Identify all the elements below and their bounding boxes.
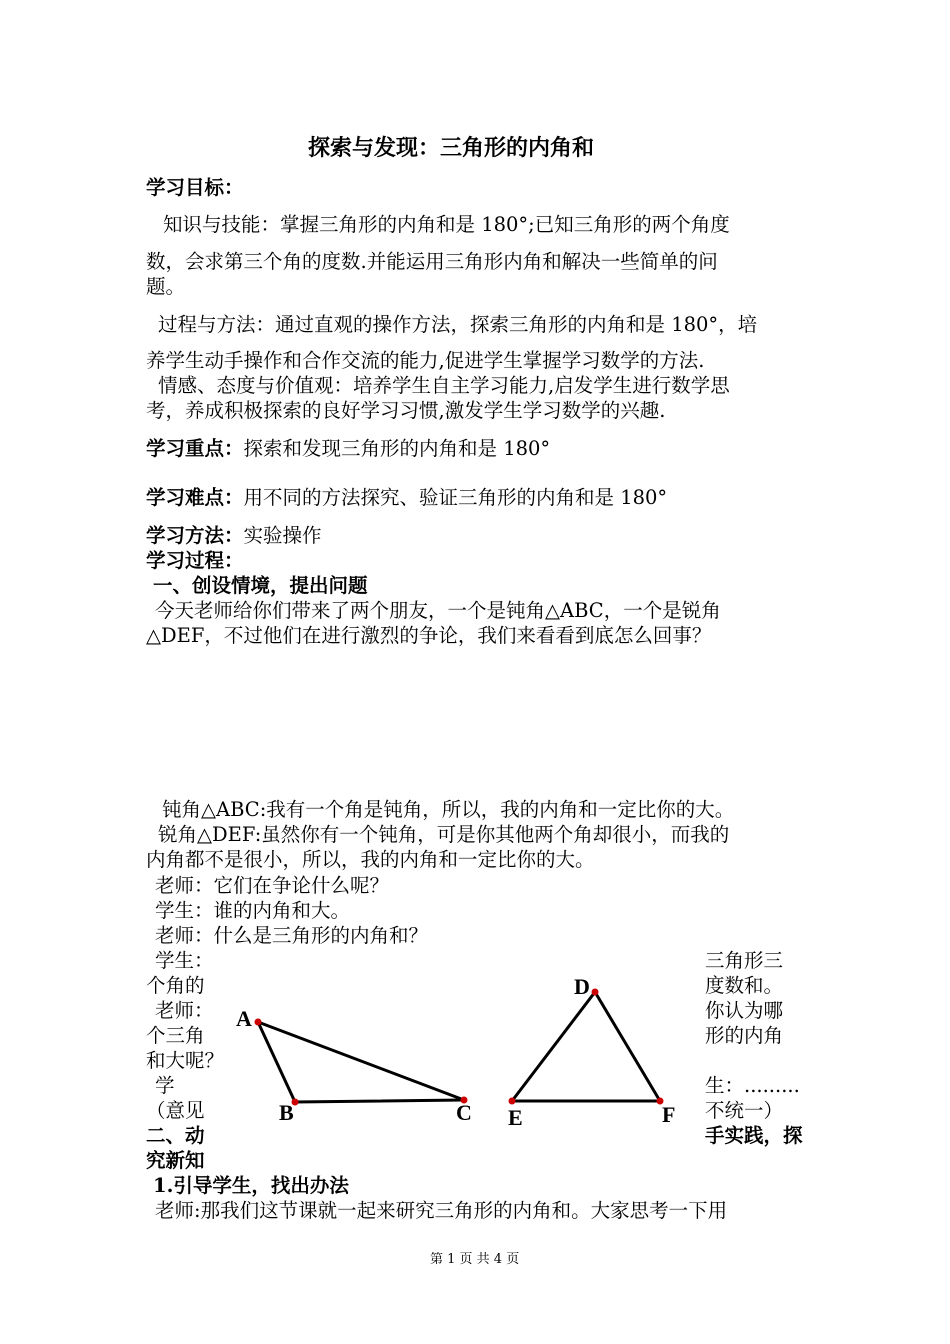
- page-title: 探索与发现：三角形的内角和: [308, 135, 595, 161]
- page-footer: 第 1 页 共 4 页: [430, 1252, 520, 1267]
- objectives-heading: 学习目标：: [146, 176, 244, 199]
- right-fragment: 你认为哪: [705, 999, 784, 1022]
- label-f: F: [662, 1102, 676, 1127]
- label-a: A: [236, 1006, 252, 1031]
- section2-heading-left: 二、动: [146, 1124, 205, 1147]
- label-e: E: [508, 1105, 523, 1130]
- right-fragment: 三角形三: [705, 949, 784, 972]
- objective-knowledge-line: 题。: [146, 275, 186, 298]
- right-fragment: 不统一）: [705, 1099, 784, 1122]
- left-fragment: 老师：: [155, 999, 214, 1022]
- left-fragment: 学: [155, 1074, 175, 1097]
- dialogue-line: 钝角△ABC:我有一个角是钝角，所以，我的内角和一定比你的大。: [162, 798, 735, 821]
- vertex-e: [509, 1098, 516, 1105]
- left-fragment: 个角的: [146, 974, 205, 997]
- last-line: 老师:那我们这节课就一起来研究三角形的内角和。大家思考一下用: [155, 1199, 728, 1222]
- dialogue-line: 学生：谁的内角和大。: [155, 899, 351, 922]
- method-text: 实验操作: [243, 524, 322, 547]
- section1-heading: 一、创设情境，提出问题: [153, 574, 368, 597]
- dialogue-line: 内角都不是很小，所以，我的内角和一定比你的大。: [146, 848, 595, 871]
- section1-text-line: 今天老师给你们带来了两个朋友，一个是钝角△ABC，一个是锐角: [155, 599, 721, 622]
- right-fragment: 度数和。: [705, 974, 784, 997]
- left-fragment: 和大呢？: [146, 1049, 225, 1072]
- objective-emotion-line: 情感、态度与价值观：培养学生自主学习能力,启发学生进行数学思: [158, 374, 730, 397]
- obtuse-triangle-abc: [236, 1006, 472, 1125]
- objective-knowledge-line: 数，会求第三个角的度数.并能运用三角形内角和解决一些简单的问: [146, 250, 718, 273]
- section1-text-line: △DEF，不过他们在进行激烈的争论，我们来看看到底怎么回事？: [146, 624, 712, 647]
- difficulty-text: 用不同的方法探究、验证三角形的内角和是 180°: [243, 486, 668, 509]
- objective-emotion-line: 考，养成积极探索的良好学习习惯,激发学生学习数学的兴趣.: [146, 399, 666, 422]
- section2-heading-right: 手实践，探: [705, 1124, 803, 1147]
- objective-process-line: 过程与方法：通过直观的操作方法，探索三角形的内角和是 180°，培: [158, 313, 758, 336]
- label-d: D: [574, 974, 590, 999]
- key-point-text: 探索和发现三角形的内角和是 180°: [243, 437, 551, 460]
- left-fragment: 学生：: [155, 949, 214, 972]
- key-point-label: 学习重点：: [146, 437, 244, 460]
- subsection1-heading: 1.引导学生，找出办法: [153, 1174, 349, 1197]
- method-label: 学习方法：: [146, 524, 244, 547]
- dialogue-line: 老师：什么是三角形的内角和？: [155, 924, 429, 947]
- vertex-d: [592, 989, 599, 996]
- left-fragment: （意见: [146, 1099, 205, 1122]
- objective-process-line: 养学生动手操作和合作交流的能力,促进学生掌握学习数学的方法.: [146, 349, 705, 372]
- dialogue-line: 锐角△DEF:虽然你有一个钝角，可是你其他两个角却很小，而我的: [158, 823, 730, 846]
- vertex-a: [255, 1019, 262, 1026]
- label-c: C: [456, 1100, 472, 1125]
- left-fragment: 个三角: [146, 1024, 205, 1047]
- process-heading: 学习过程：: [146, 549, 244, 572]
- label-b: B: [279, 1100, 294, 1125]
- section2-heading-left: 究新知: [146, 1149, 205, 1172]
- right-fragment: 形的内角: [705, 1024, 784, 1047]
- right-fragment: 生：.........: [705, 1074, 800, 1097]
- objective-knowledge-line: 知识与技能：掌握三角形的内角和是 180°;已知三角形的两个角度: [163, 213, 730, 236]
- difficulty-label: 学习难点：: [146, 486, 244, 509]
- dialogue-line: 老师：它们在争论什么呢？: [155, 874, 390, 897]
- acute-triangle-def: [508, 974, 675, 1130]
